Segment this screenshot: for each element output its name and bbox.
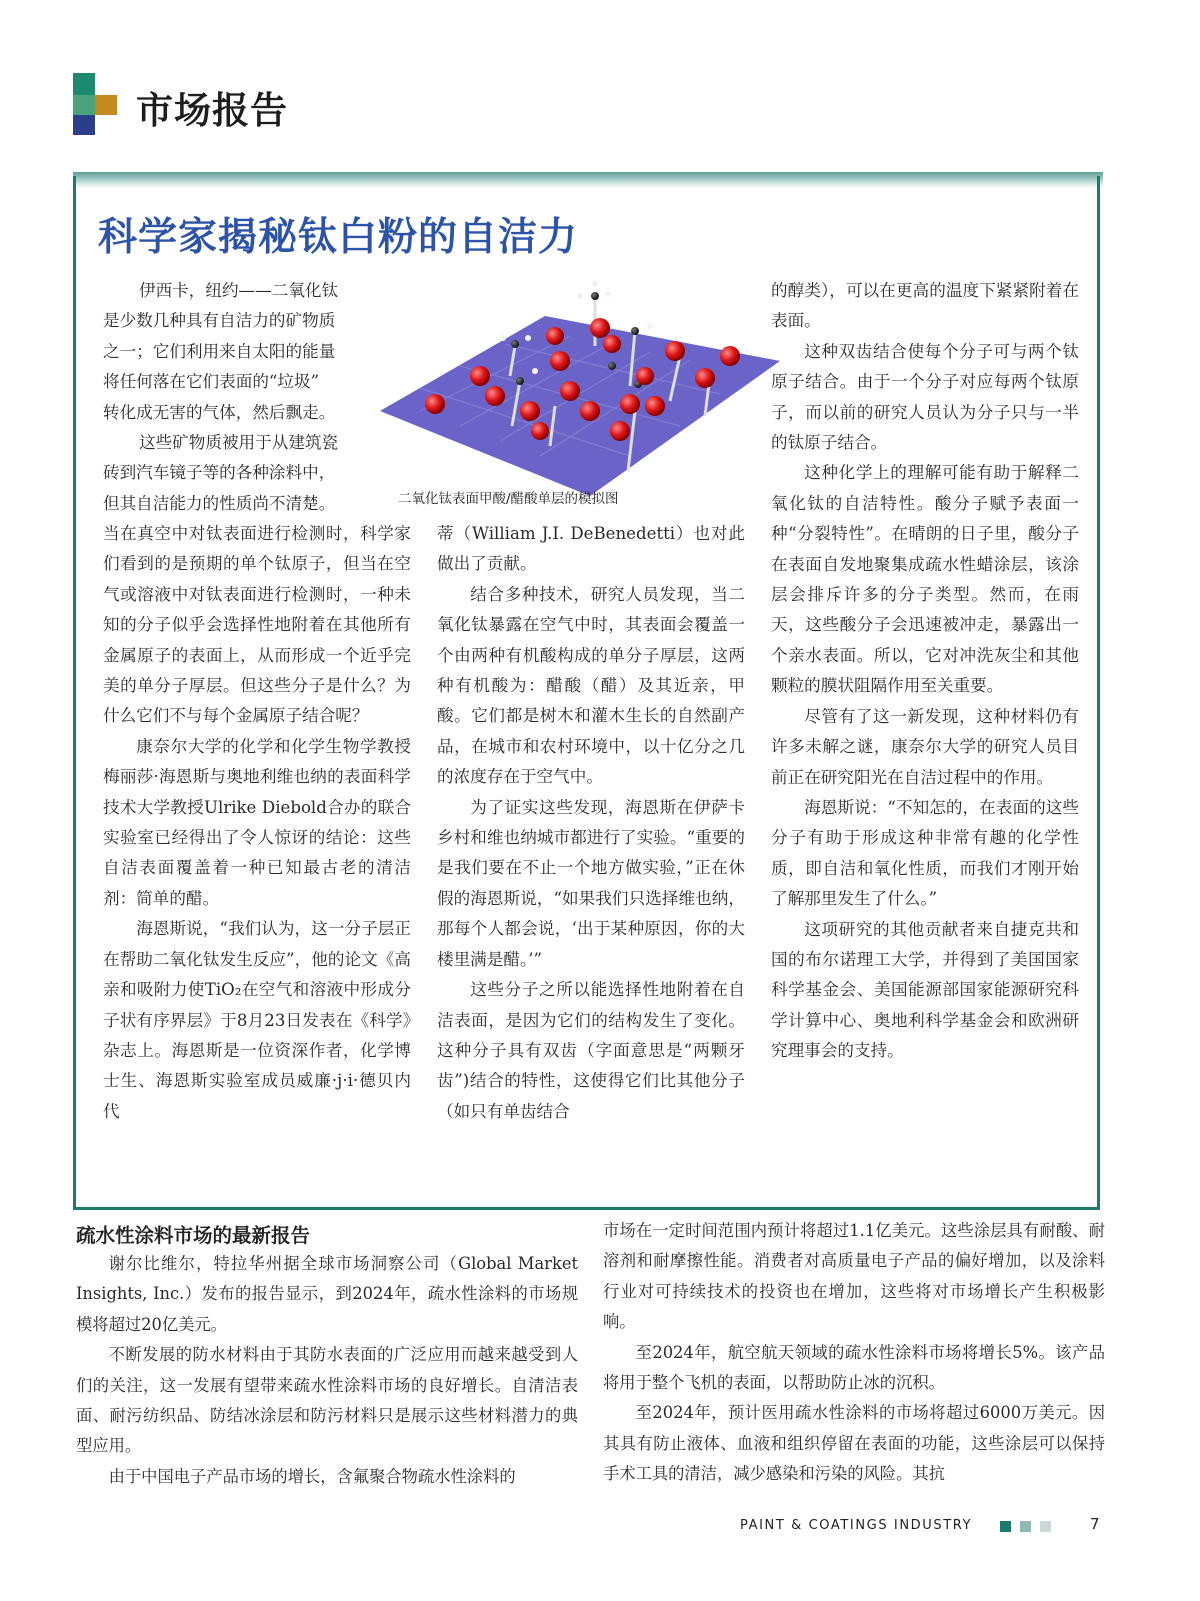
logo-square-teal bbox=[73, 73, 95, 95]
intro-line: 这些矿物质被用于从建筑瓷 bbox=[139, 433, 339, 453]
logo-square-gold bbox=[95, 95, 117, 115]
paragraph: 这种双齿结合使每个分子可与两个钛原子结合。由于一个分子对应每两个钛原子，而以前的研究人员认为分子只与一半的钛原子结合。 bbox=[771, 341, 1079, 453]
footer-square-light bbox=[1040, 1521, 1051, 1532]
figure-caption: 二氧化钛表面甲酸/醋酸单层的模拟图 bbox=[398, 491, 619, 507]
report-title: 疏水性涂料市场的最新报告 bbox=[76, 1224, 311, 1247]
paragraph: 康奈尔大学的化学和化学生物学教授梅丽莎·海恩斯与奥地利维也纳的表面科学技术大学教授Ulrike Diebold合办的联合实验室已经得出了令人惊讶的结论：这些自洁表面覆盖着一种已知最古老的清洁剂：简单的醋。 bbox=[103, 736, 411, 908]
paragraph: 这些分子之所以能选择性地附着在自洁表面，是因为它们的结构发生了变化。这种分子具有双齿（字面意思是“两颗牙齿”)结合的特性，这使得它们比其他分子（如只有单齿结合 bbox=[437, 980, 745, 1121]
article-col2-body bbox=[437, 519, 745, 1127]
section-title: 市场报告 bbox=[136, 89, 288, 132]
paragraph: 至2024年，航空航天领域的疏水性涂料市场将增长5%。该产品将用于整个飞机的表面，以帮助防止冰的沉积。 bbox=[603, 1342, 1105, 1393]
article-col1-intro bbox=[103, 276, 375, 519]
paragraph: 市场在一定时间范围内预计将超过1.1亿美元。这些涂层具有耐酸、耐溶剂和耐摩擦性能。消费者对高质量电子产品的偏好增加，以及涂料行业对可持续技术的投资也在增加，这些将对市场增长产生积极影响。 bbox=[603, 1221, 1105, 1332]
intro-line: 但其自洁能力的性质尚不清楚。 bbox=[103, 493, 336, 513]
paragraph: 由于中国电子产品市场的增长，含氟聚合物疏水性涂料的 bbox=[108, 1466, 516, 1486]
page-number: 7 bbox=[1090, 1515, 1100, 1533]
titania-surface-figure bbox=[380, 276, 780, 496]
paragraph: 这种化学上的理解可能有助于解释二氧化钛的自洁特性。酸分子赋予表面一种“分裂特性”。在晴朗的日子里，酸分子在表面自发地聚集成疏水性蜡涂层，该涂层会排斥许多的分子类型。然而，在雨天，这些酸分子会迅速被冲走，暴露出一个亲水表面。所以，它对冲洗灰尘和其他颗粒的膜状阻隔作用至关重要。 bbox=[771, 463, 1079, 696]
paragraph: 海恩斯说，“我们认为，这一分子层正在帮助二氧化钛发生反应”，他的论文《高亲和吸附力使TiO₂在空气和溶液中形成分子状有序界层》于8月23日发表在《科学》杂志上。海恩斯是一位资深作者，化学博士生、海恩斯实验室成员威廉·j·i·德贝内代 bbox=[103, 919, 411, 1121]
paragraph: 的醇类），可以在更高的温度下紧紧附着在表面。 bbox=[771, 281, 1079, 331]
paragraph: 不断发展的防水材料由于其防水表面的广泛应用而越来越受到人们的关注，这一发展有望带来疏水性涂料市场的良好增长。自清洁表面、耐污纺织品、防结冰涂层和防污材料只是展示这些材料潜力的典型应用。 bbox=[76, 1345, 578, 1456]
intro-line: 之一；它们利用来自太阳的能量 bbox=[103, 341, 336, 361]
logo-square-blue bbox=[73, 115, 95, 135]
paragraph: 谢尔比维尔，特拉华州据全球市场洞察公司（Global Market Insights, Inc.）发布的报告显示，到2024年，疏水性涂料的市场规模将超过20亿美元。 bbox=[76, 1254, 578, 1334]
intro-line: 是少数几种具有自洁力的矿物质 bbox=[103, 311, 336, 331]
paragraph: 结合多种技术，研究人员发现，当二氧化钛暴露在空气中时，其表面会覆盖一个由两种有机酸构成的单分子厚层，这两种有机酸为：醋酸（醋）及其近亲，甲酸。它们都是树木和灌木生长的自然副产品，在城市和农村环境中，以十亿分之几的浓度存在于空气中。 bbox=[437, 584, 745, 787]
article-title: 科学家揭秘钛白粉的自洁力 bbox=[98, 215, 579, 260]
footer-square-dark bbox=[1000, 1521, 1011, 1532]
intro-line: 砖到汽车镜子等的各种涂料中， bbox=[103, 463, 336, 483]
paragraph: 这项研究的其他贡献者来自捷克共和国的布尔诺理工大学，并得到了美国国家科学基金会、美国能源部国家能源研究科学计算中心、奥地利科学基金会和欧洲研究理事会的支持。 bbox=[771, 919, 1079, 1061]
intro-line: 将任何落在它们表面的“垃圾” bbox=[103, 372, 320, 392]
paragraph: 为了证实这些发现，海恩斯在伊萨卡乡村和维也纳城市都进行了实验。“重要的是我们要在不止一个地方做实验，”正在休假的海恩斯说，“如果我们只选择维也纳，那每个人都会说，‘出于某种原因，你的大楼里满是醋。’” bbox=[437, 797, 745, 969]
paragraph: 尽管有了这一新发现，这种材料仍有许多未解之谜，康奈尔大学的研究人员目前正在研究阳光在自洁过程中的作用。 bbox=[771, 706, 1079, 787]
publication-name: PAINT & COATINGS INDUSTRY bbox=[740, 1518, 973, 1533]
paragraph: 当在真空中对钛表面进行检测时，科学家们看到的是预期的单个钛原子，但当在空气或溶液中对钛表面进行检测时，一种未知的分子似乎会选择性地附着在其他所有金属原子的表面上，从而形成一个近乎完美的单分子厚层。但这些分子是什么？为什么它们不与每个金属原子结合呢？ bbox=[103, 524, 411, 726]
article-col3-body bbox=[771, 276, 1079, 1067]
article-col1-body bbox=[103, 519, 411, 1127]
paragraph: 海恩斯说：“不知怎的，在表面的这些分子有助于形成这种非常有趣的化学性质，即自洁和氧化性质，而我们才刚开始了解那里发生了什么。” bbox=[771, 797, 1079, 909]
paragraph: 蒂（William J.I. DeBenedetti）也对此做出了贡献。 bbox=[437, 524, 745, 574]
report-right-col bbox=[603, 1216, 1105, 1490]
intro-line: 伊西卡，纽约——二氧化钛 bbox=[139, 281, 339, 300]
intro-line: 转化成无害的气体，然后飘走。 bbox=[103, 402, 336, 422]
report-left-col bbox=[76, 1249, 578, 1492]
logo-square-green bbox=[73, 95, 95, 115]
paragraph: 至2024年，预计医用疏水性涂料的市场将超过6000万美元。因其具有防止液体、血液和组织停留在表面的功能，这些涂层可以保持手术工具的清洁，减少感染和污染的风险。其抗 bbox=[603, 1403, 1105, 1484]
footer-square-mid bbox=[1020, 1521, 1031, 1532]
